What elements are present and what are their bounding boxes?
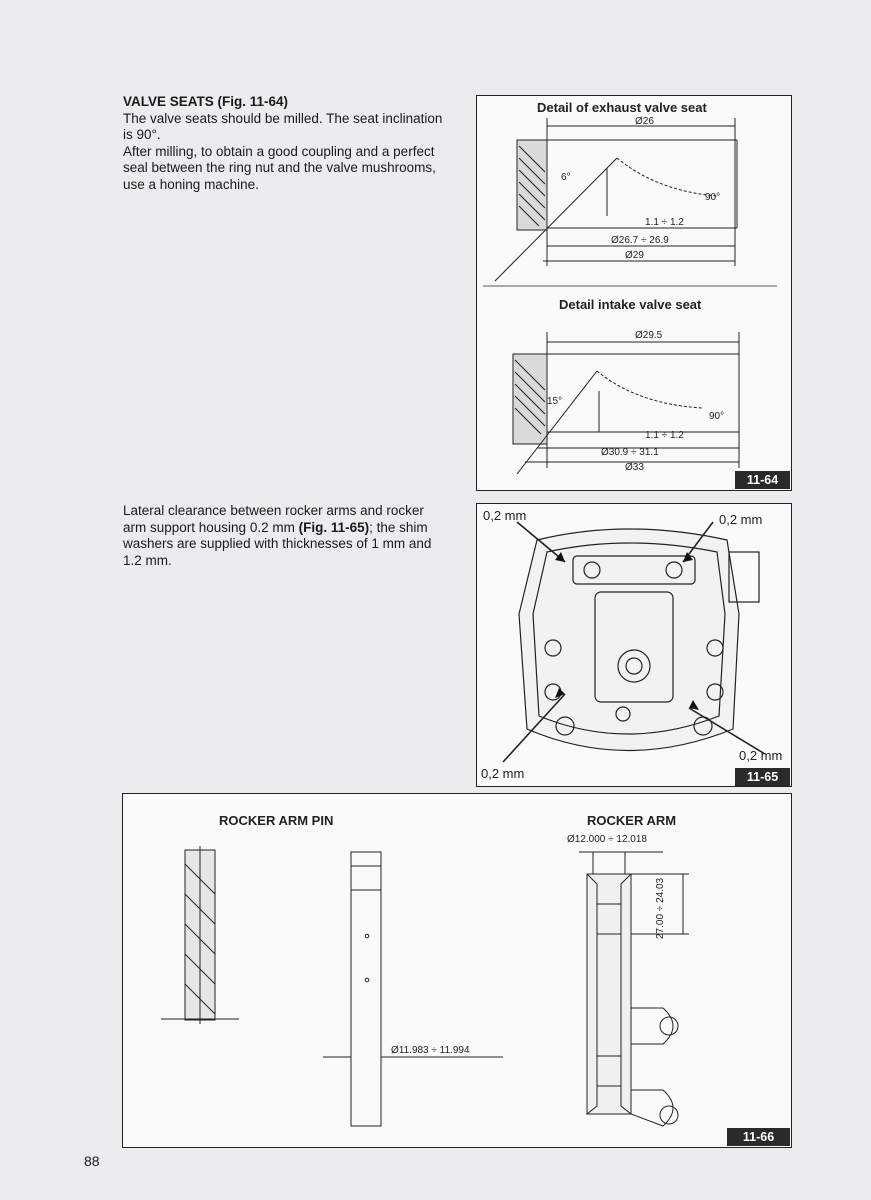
intake-d-bot: Ø33 <box>625 462 644 473</box>
text-line <box>123 520 453 537</box>
intake-angle-small: 15° <box>547 396 563 407</box>
axis-line <box>495 158 617 281</box>
arm-width: 27.00 ÷ 24.03 <box>655 877 666 939</box>
text-line: The valve seats should be milled. The seat inclination <box>123 110 443 126</box>
clearance-label-tr: 0,2 mm <box>719 512 763 527</box>
text-line: is 90°. <box>123 127 161 142</box>
exhaust-d-bot: Ø29 <box>625 250 644 261</box>
page-number: 88 <box>84 1153 100 1169</box>
arm-title: ROCKER ARM <box>587 813 677 828</box>
valve-seat-drawing <box>477 96 791 490</box>
valve-seats-heading: VALVE SEATS (Fig. 11-64) <box>123 94 289 109</box>
exhaust-d-top: Ø26 <box>635 116 654 127</box>
valve-seats-text <box>123 94 453 193</box>
clearance-label-tl: 0,2 mm <box>483 508 527 523</box>
clearance-text <box>123 503 453 569</box>
figure-11-65 <box>476 503 792 787</box>
rocker-drawing <box>123 794 791 1147</box>
text-line: seal between the ring nut and the valve mushrooms, <box>123 160 436 175</box>
clearance-label-bl: 0,2 mm <box>481 766 525 781</box>
exhaust-angle-small: 6° <box>561 172 571 183</box>
exhaust-height: 1.1 ÷ 1.2 <box>645 217 684 228</box>
exhaust-d-mid: Ø26.7 ÷ 26.9 <box>611 235 669 246</box>
figure-tag: 11-64 <box>735 471 790 489</box>
text-line: Lateral clearance between rocker arms and rocker <box>123 503 424 518</box>
figure-11-66 <box>122 793 792 1148</box>
text-line: After milling, to obtain a good coupling and a perfect <box>123 143 435 159</box>
text-fragment: ; the shim <box>369 519 428 535</box>
intake-d-mid: Ø30.9 ÷ 31.1 <box>601 447 659 458</box>
text-line: 1.2 mm. <box>123 552 172 568</box>
figure-tag: 11-66 <box>727 1128 790 1146</box>
figure-11-64 <box>476 95 792 491</box>
intake-angle-90: 90° <box>709 411 725 422</box>
text-line: washers are supplied with thicknesses of 1 mm and <box>123 536 432 551</box>
text-fragment: arm support housing 0.2 mm <box>123 519 299 535</box>
text-line: use a honing machine. <box>123 176 259 192</box>
intake-d-top: Ø29.5 <box>635 330 663 341</box>
pin-side <box>351 852 381 1126</box>
arm-bore: Ø12.000 ÷ 12.018 <box>567 834 647 845</box>
pin-title: ROCKER ARM PIN <box>219 813 334 828</box>
clearance-label-br: 0,2 mm <box>739 748 783 763</box>
intake-height: 1.1 ÷ 1.2 <box>645 430 684 441</box>
figure-tag: 11-65 <box>735 768 790 786</box>
arm-body <box>587 874 631 1114</box>
exhaust-title: Detail of exhaust valve seat <box>537 100 707 115</box>
figure-reference: (Fig. 11-65) <box>298 519 370 535</box>
cylinder-head-drawing <box>477 504 791 786</box>
exhaust-angle-90: 90° <box>705 192 721 203</box>
intake-title: Detail intake valve seat <box>559 297 702 312</box>
pin-diameter: Ø11.983 ÷ 11.994 <box>391 1045 470 1056</box>
